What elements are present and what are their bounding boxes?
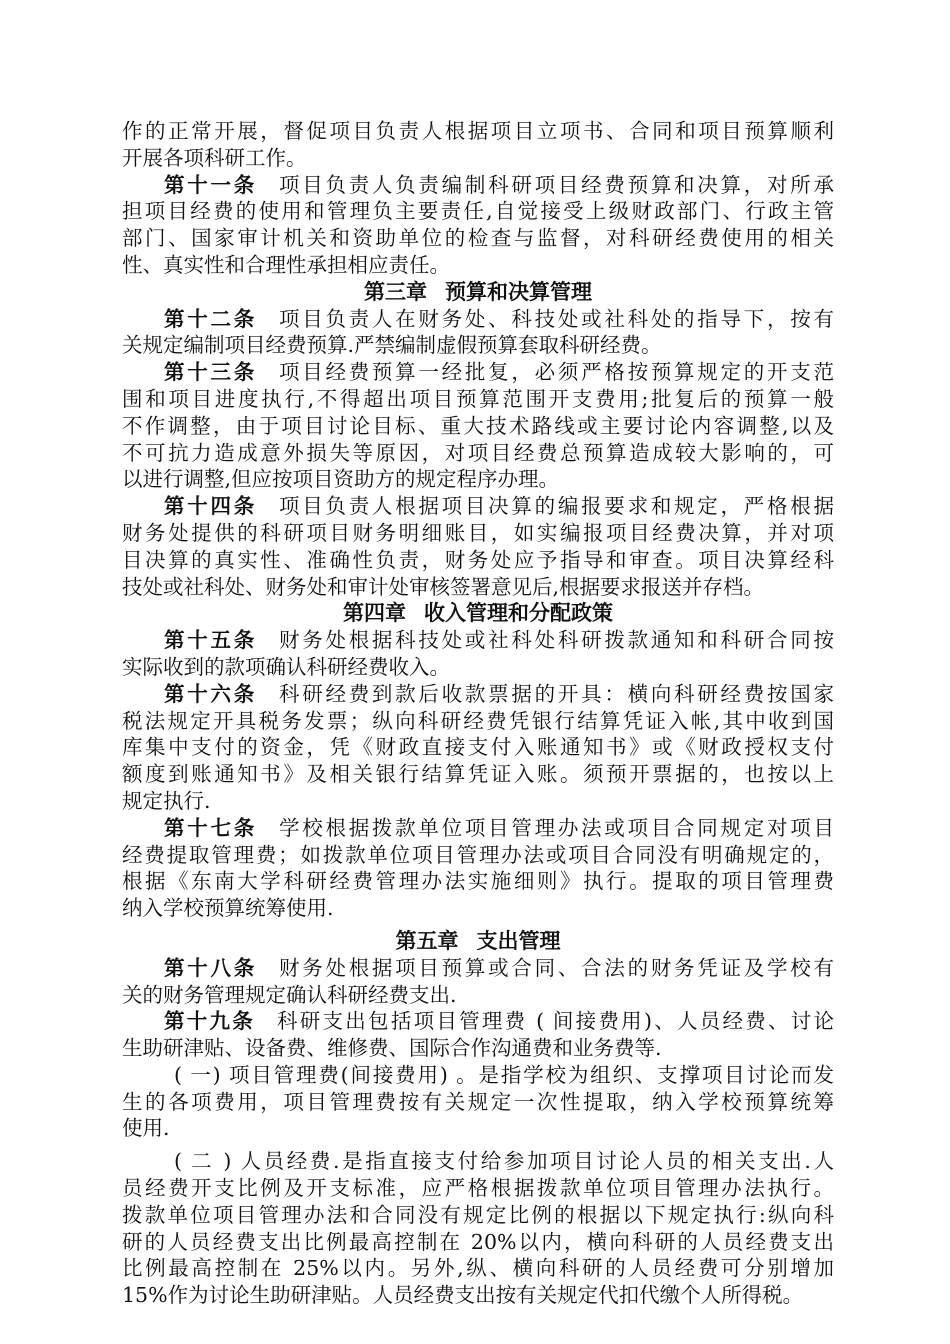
article-14-first-line [122,493,834,520]
text-line: 关规定编制项目经费预算.严禁编制虚假预算套取科研经费。 [122,333,662,358]
article-15-first-line [122,627,834,654]
article-label: 第十六条 [164,681,257,706]
text-line: 经费提取管理费；如拨款单位项目管理办法或项目合同没有明确规定的， [122,842,834,867]
text-line: 不可抗力造成意外损失等原因，对项目经费总预算造成较大影响的，可 [122,440,834,465]
text-line: 员经费开支比例及开支标准，应严格根据拨款单位项目管理办法执行。 [122,1176,834,1201]
text-line: 生助研津贴、设备费、维修费、国际合作沟通费和业务费等. [122,1036,662,1061]
chapter-title: 支出管理 [476,927,561,953]
chapter-number: 第四章 [343,600,406,626]
text-line: 纳入学校预算统筹使用. [122,896,334,921]
article-11-first-line [122,172,834,199]
text-line: 担项目经费的使用和管理负主要责任,自觉接受上级财政部门、行政主管 [122,199,834,224]
text-line: 拨款单位项目管理办法和合同没有规定比例的根据以下规定执行:纵向科 [122,1202,834,1227]
text-line: 比例最高控制在 25%以内。另外,纵、横向科研的人员经费可分别增加 [122,1256,834,1281]
text-line: 库集中支付的资金，凭《财政直接支付入账通知书》或《财政授权支付 [122,735,834,760]
article-12-first-line [122,306,834,333]
text-span: 科研经费到款后收款票据的开具：横向科研经费按国家 [278,681,834,706]
list-item-first-line: ( 二 ) 人员经费.是指直接支付给参加项目讨论人员的相关支出.人 [174,1149,834,1174]
text-line: 15%作为讨论生助研津贴。人员经费支出按有关规定代扣代缴个人所得税。 [122,1283,804,1308]
chapter-number: 第三章 [364,278,427,304]
text-line: 根据《东南大学科研经费管理办法实施细则》执行。提取的项目管理费 [122,869,834,894]
article-17-first-line [122,815,834,842]
chapter-title: 收入管理和分配政策 [424,600,613,626]
article-label: 第十三条 [164,360,257,385]
text-line: 生的各项费用，项目管理费按有关规定一次性提取，纳入学校预算统筹 [122,1089,834,1114]
text-line: 财务处提供的科研项目财务明细账目，如实编报项目经费决算，并对项 [122,520,834,545]
article-18-first-line [122,955,834,982]
text-span: 科研支出包括项目管理费 ( 间接费用)、人员经费、讨论 [277,1009,834,1034]
text-span: 项目负责人根据项目决算的编报要求和规定，严格根据 [278,494,834,519]
text-span: 项目负责人在财务处、科技处或社科处的指导下，按有 [278,306,834,331]
text-line: 不作调整，由于项目讨论目标、重大技术路线或主要讨论内容调整,以及 [122,413,834,438]
text-span: 项目负责人负责编制科研项目经费预算和决算，对所承 [278,172,834,197]
document-page [122,118,834,1309]
article-label: 第十七条 [164,815,257,840]
text-span: 学校根据拨款单位项目管理办法或项目合同规定对项目 [278,815,834,840]
article-label: 第十四条 [164,494,257,519]
list-item-first-line: ( 一) 项目管理费(间接费用) 。是指学校为组织、支撑项目讨论而发 [174,1062,834,1087]
article-19-first-line [122,1008,834,1035]
text-span: 财务处根据项目预算或合同、合法的财务凭证及学校有 [278,955,834,980]
text-line: 部门、国家审计机关和资助单位的检查与监督，对科研经费使用的相关 [122,226,834,251]
article-label: 第十二条 [164,306,257,331]
text-line: 使用. [122,1116,170,1141]
article-label: 第十八条 [164,955,257,980]
text-span: 财务处根据科技处或社科处科研拨款通知和科研合同按 [278,628,834,653]
text-line: 围和项目进度执行,不得超出项目预算范围开支费用;批复后的预算一般 [122,386,834,411]
text-line: 技处或社科处、财务处和审计处审核签署意见后,根据要求报送并存档。 [122,574,765,599]
text-line: 开展各项科研工作。 [122,145,307,170]
article-16-first-line [122,681,834,708]
text-line: 性、真实性和合理性承担相应责任。 [122,252,450,277]
chapter-heading [122,928,834,955]
text-line: 税法规定开具税务发票；纵向科研经费凭银行结算凭证入帐,其中收到国 [122,708,834,733]
article-label: 第十九条 [164,1009,256,1034]
chapter-number: 第五章 [395,927,459,953]
chapter-heading [122,600,834,627]
article-13-first-line [122,359,834,386]
text-line: 以进行调整,但应按项目资助方的规定程序办理。 [122,467,560,492]
article-label: 第十五条 [164,628,257,653]
text-line: 作的正常开展，督促项目负责人根据项目立项书、合同和项目预算顺利 [122,119,834,143]
article-label: 第十一条 [164,172,257,197]
text-span: 项目经费预算一经批复，必须严格按预算规定的开支范 [278,360,834,385]
text-line: 目决算的真实性、准确性负责，财务处应予指导和审查。项目决算经科 [122,547,834,572]
text-line: 研的人员经费支出比例最高控制在 20%以内，横向科研的人员经费支出 [122,1229,834,1254]
text-line: 规定执行. [122,788,211,813]
chapter-heading [122,279,834,306]
text-line: 额度到账通知书》及相关银行结算凭证入账。须预开票据的，也按以上 [122,762,834,787]
chapter-title: 预算和决算管理 [445,278,592,304]
text-line: 实际收到的款项确认科研经费收入。 [122,654,450,679]
text-line: 关的财务管理规定确认科研经费支出. [122,982,457,1007]
